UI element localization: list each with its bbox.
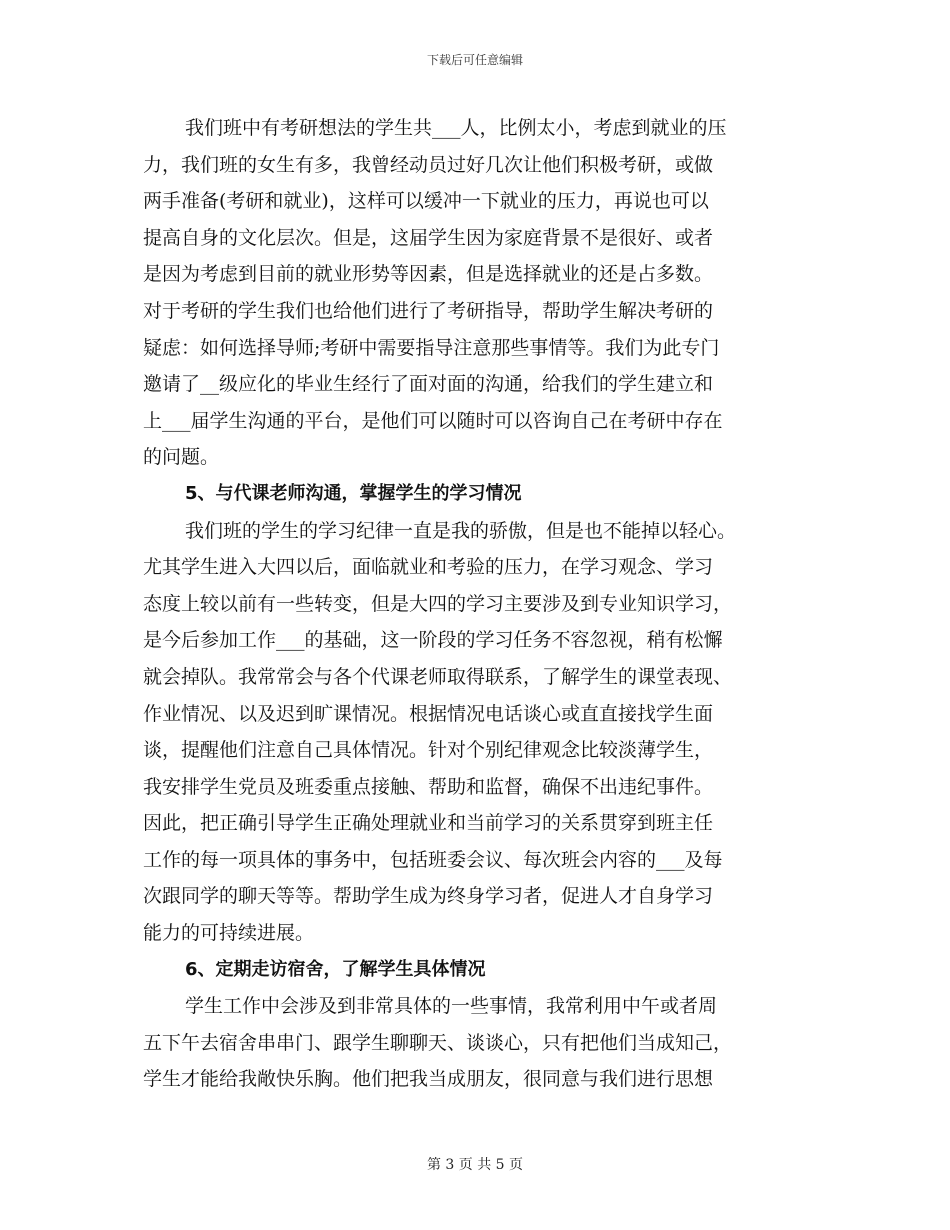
paragraph-line: 因此，把正确引导学生正确处理就业和当前学习的关系贯穿到班主任 <box>143 812 714 835</box>
paragraph-line: 谈，提醒他们注意自己具体情况。针对个别纪律观念比较淡薄学生， <box>143 739 714 762</box>
paragraph-line: 我安排学生党员及班委重点接触、帮助和监督，确保不出违纪事件。 <box>143 775 714 798</box>
paragraph-line: 工作的每一项具体的事务中，包括班委会议、每次班会内容的___及每 <box>143 848 723 871</box>
paragraph-line: 提高自身的文化层次。但是，这届学生因为家庭背景不是很好、或者 <box>143 226 714 249</box>
section-heading: 6、定期走访宿舍，了解学生具体情况 <box>185 958 486 980</box>
page-footer: 第 3 页 共 5 页 <box>426 1157 524 1173</box>
paragraph-line: 的问题。 <box>143 446 220 469</box>
paragraph-line: 是今后参加工作___的基础，这一阶段的学习任务不容忽视，稍有松懈 <box>143 629 723 652</box>
paragraph-line: 学生才能给我敞快乐胸。他们把我当成朋友，很同意与我们进行思想 <box>143 1068 714 1091</box>
paragraph-line: 次跟同学的聊天等等。帮助学生成为终身学习者，促进人才自身学习 <box>143 885 714 908</box>
paragraph-line: 对于考研的学生我们也给他们进行了考研指导，帮助学生解决考研的 <box>143 299 714 322</box>
page-header: 下载后可任意编辑 <box>426 53 523 67</box>
paragraph-line: 作业情况、以及迟到旷课情况。根据情况电话谈心或直直接找学生面 <box>143 702 714 725</box>
paragraph-line: 态度上较以前有一些转变，但是大四的学习主要涉及到专业知识学习， <box>143 592 733 615</box>
paragraph-line: 五下午去宿舍串串门、跟学生聊聊天、谈谈心，只有把他们当成知己， <box>143 1031 733 1054</box>
paragraph-line: 邀请了__级应化的毕业生经行了面对面的沟通，给我们的学生建立和 <box>143 373 714 396</box>
paragraph-line: 上___届学生沟通的平台，是他们可以随时可以咨询自己在考研中存在 <box>143 409 723 432</box>
paragraph-line: 能力的可持续进展。 <box>143 922 315 945</box>
paragraph-line: 力，我们班的女生有多，我曾经动员过好几次让他们积极考研，或做 <box>143 153 714 176</box>
paragraph-line: 两手准备(考研和就业)，这样可以缓冲一下就业的压力，再说也可以 <box>143 190 709 213</box>
paragraph-line: 是因为考虑到目前的就业形势等因素，但是选择就业的还是占多数。 <box>143 263 714 286</box>
paragraph-line: 就会掉队。我常常会与各个代课老师取得联系，了解学生的课堂表现、 <box>143 665 733 688</box>
document-body <box>143 110 811 1098</box>
paragraph-line: 我们班中有考研想法的学生共___人，比例太小，考虑到就业的压 <box>185 117 727 139</box>
paragraph-line: 我们班的学生的学习纪律一直是我的骄傲，但是也不能掉以轻心。 <box>185 519 737 542</box>
paragraph-line: 疑虑：如何选择导师;考研中需要指导注意那些事情等。我们为此专门 <box>143 336 720 359</box>
paragraph-line: 学生工作中会涉及到非常具体的一些事情，我常利用中午或者周 <box>185 995 718 1018</box>
section-heading: 5、与代课老师沟通，掌握学生的学习情况 <box>185 482 522 504</box>
paragraph-line: 尤其学生进入大四以后，面临就业和考验的压力，在学习观念、学习 <box>143 556 714 579</box>
